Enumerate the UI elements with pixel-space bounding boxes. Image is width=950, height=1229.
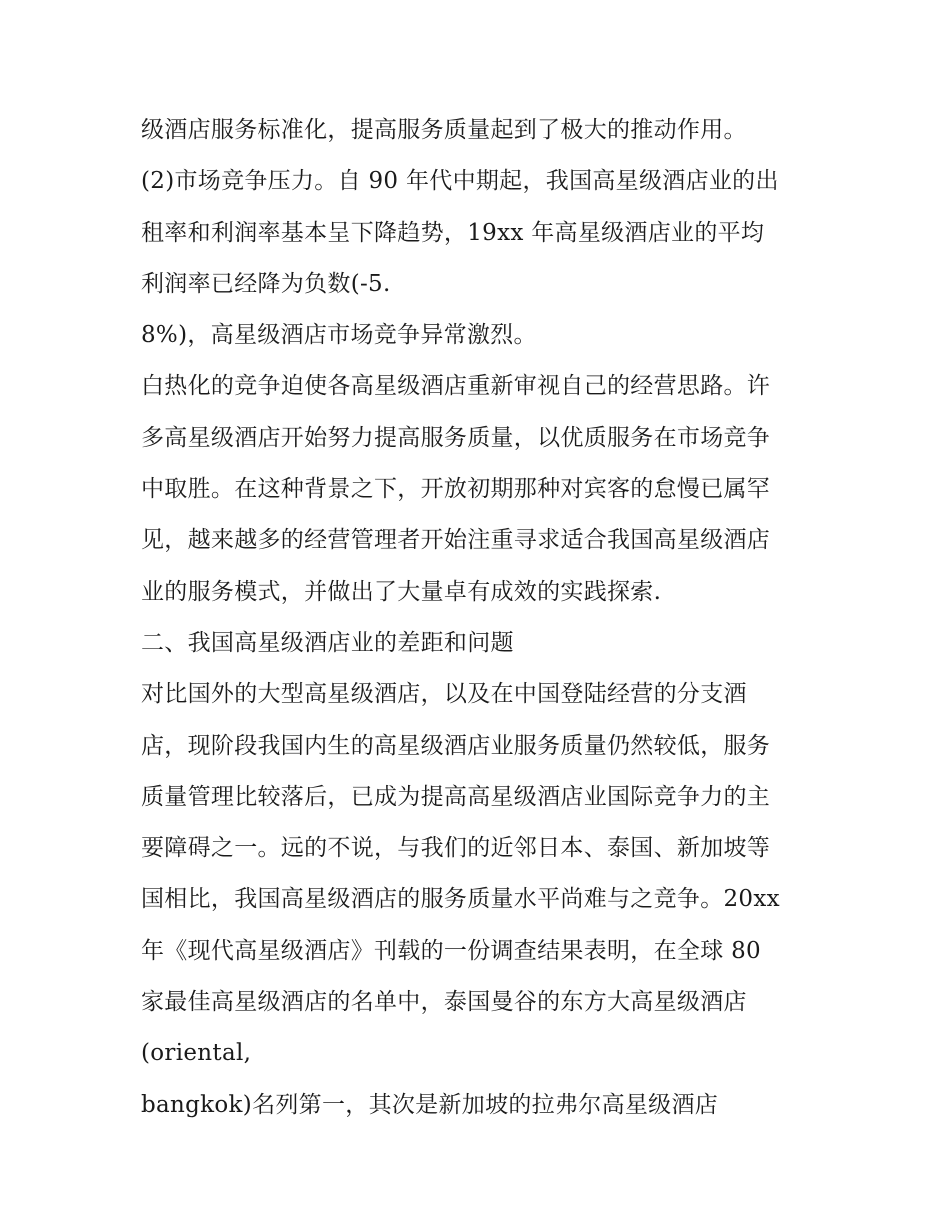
text-line: bangkok)名列第一，其次是新加坡的拉弗尔高星级酒店 (141, 1091, 719, 1118)
text-line: 租率和利润率基本呈下降趋势，19xx 年高星级酒店业的平均 (141, 219, 765, 246)
text-line: 利润率已经降为负数(-5. (141, 270, 391, 297)
document-body (141, 107, 821, 1133)
text-line: 业的服务模式，并做出了大量卓有成效的实践探索. (141, 578, 662, 605)
text-line: 店，现阶段我国内生的高星级酒店业服务质量仍然较低，服务 (141, 732, 771, 759)
text-line: 质量管理比较落后，已成为提高高星级酒店业国际竞争力的主 (141, 783, 771, 810)
text-line: 白热化的竞争迫使各高星级酒店重新审视自己的经营思路。许 (141, 373, 771, 400)
text-line: 中取胜。在这种背景之下，开放初期那种对宾客的怠慢已属罕 (141, 476, 771, 503)
text-line: 年《现代高星级酒店》刊载的一份调查结果表明，在全球 80 (141, 937, 761, 964)
text-line: 8%)，高星级酒店市场竞争异常激烈。 (141, 322, 537, 349)
text-line: 级酒店服务标准化，提高服务质量起到了极大的推动作用。 (141, 117, 747, 143)
text-line: 见，越来越多的经营管理者开始注重寻求适合我国高星级酒店 (141, 527, 771, 554)
text-line: 要障碍之一。远的不说，与我们的近邻日本、泰国、新加坡等 (141, 835, 771, 862)
text-line: (2)市场竞争压力。自 90 年代中期起，我国高星级酒店业的出 (141, 168, 779, 195)
section-heading: 二、我国高星级酒店业的差距和问题 (141, 629, 514, 656)
text-line: 国相比，我国高星级酒店的服务质量水平尚难与之竞争。20xx (141, 886, 780, 913)
text-line: (oriental, (141, 1040, 252, 1067)
text-line: 家最佳高星级酒店的名单中，泰国曼谷的东方大高星级酒店 (141, 989, 747, 1016)
text-line: 对比国外的大型高星级酒店，以及在中国登陆经营的分支酒 (141, 681, 747, 708)
text-line: 多高星级酒店开始努力提高服务质量，以优质服务在市场竞争 (141, 424, 771, 451)
